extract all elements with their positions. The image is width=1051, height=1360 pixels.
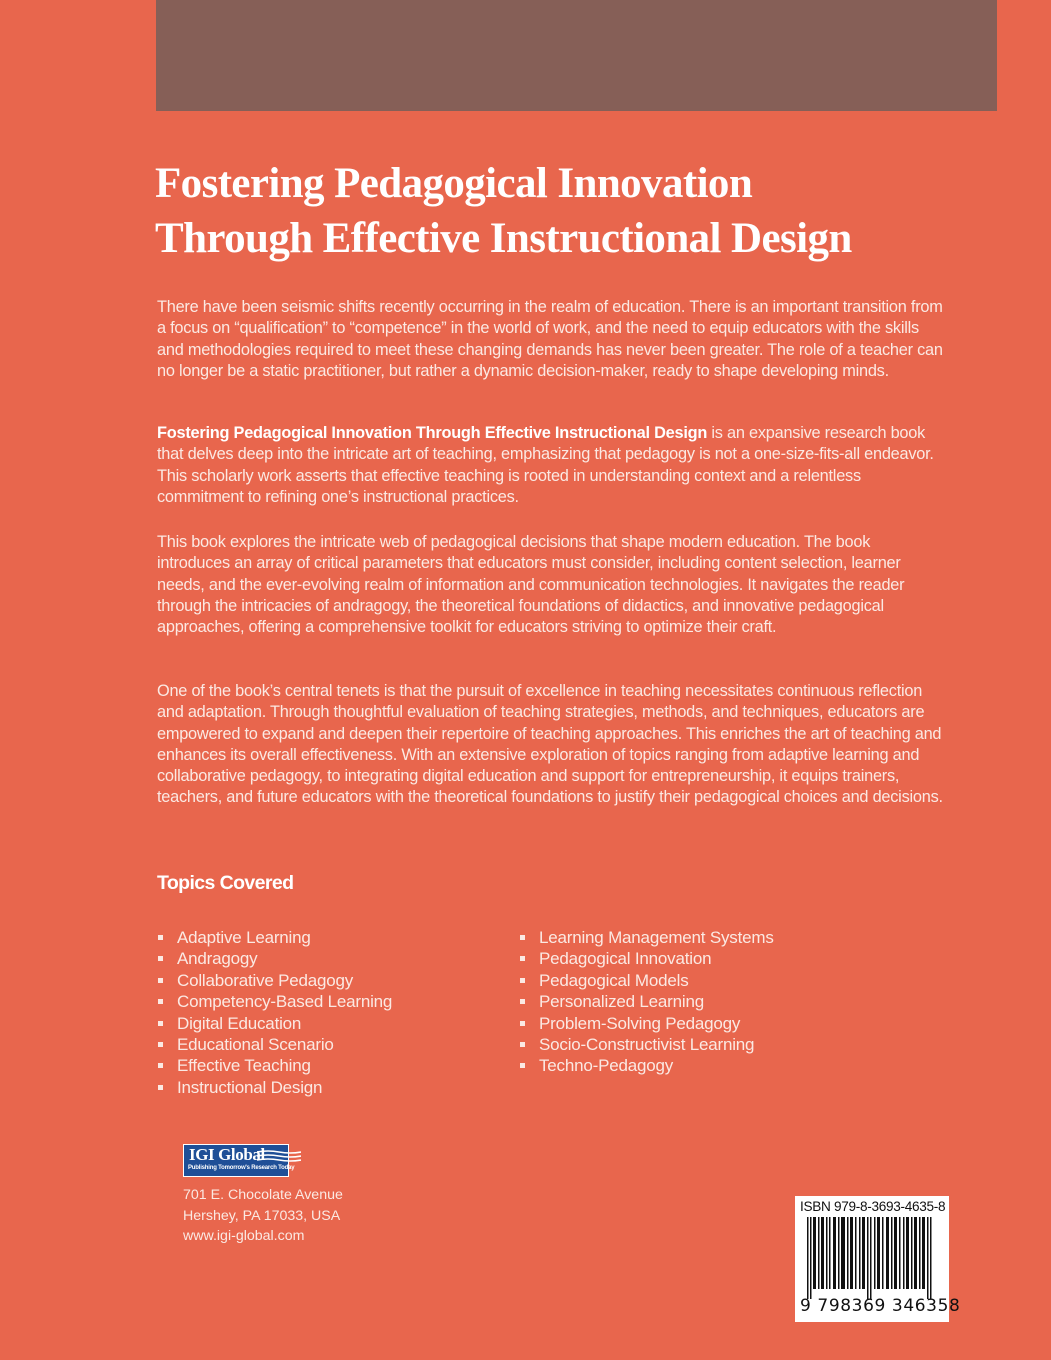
isbn-label: ISBN 979-8-3693-4635-8	[800, 1199, 946, 1214]
topic-item: Personalized Learning	[519, 991, 774, 1012]
square-bullet-icon	[520, 999, 525, 1004]
topic-item: Socio-Constructivist Learning	[519, 1034, 774, 1055]
description-paragraph-2	[157, 422, 945, 507]
topic-item: Instructional Design	[157, 1077, 392, 1098]
topic-item: Pedagogical Models	[519, 970, 774, 991]
topic-item: Adaptive Learning	[157, 927, 392, 948]
square-bullet-icon	[520, 1042, 525, 1047]
square-bullet-icon	[158, 1085, 163, 1090]
topic-item: Andragogy	[157, 948, 392, 969]
address-city: Hershey, PA 17033, USA	[183, 1207, 341, 1224]
topic-item: Problem-Solving Pedagogy	[519, 1013, 774, 1034]
square-bullet-icon	[520, 956, 525, 961]
ean-digits: 9 798369 346358	[800, 1296, 961, 1316]
square-bullet-icon	[158, 956, 163, 961]
topic-item: Pedagogical Innovation	[519, 948, 774, 969]
title-line-1: Fostering Pedagogical Innovation	[155, 160, 753, 207]
publisher-block	[183, 1144, 343, 1244]
topic-item: Effective Teaching	[157, 1055, 392, 1076]
flag-stripes-icon	[257, 1150, 301, 1164]
square-bullet-icon	[158, 999, 163, 1004]
paragraph-2-text: is an expansive research book that delves deep into the intricate art of teaching, emphasizing that pedagogy is not a one-size-fits-all endeavor. This scholarly work asserts that effective teaching is rooted in understanding context and a relentless commitment to refining one’s instructional practices.	[157, 423, 934, 506]
logo-name: IGI Global	[189, 1145, 265, 1164]
top-color-band	[156, 0, 997, 111]
square-bullet-icon	[520, 1021, 525, 1026]
topic-item: Digital Education	[157, 1013, 392, 1034]
description-paragraph-1: There have been seismic shifts recently occurring in the realm of education. There is an important transition from a focus on “qualification” to “competence” in the world of work, and the need to equip educators with the skills and methodologies required to meet these changing demands has never been greater. The role of a teacher can no longer be a static practitioner, but rather a dynamic decision-maker, ready to shape developing minds.	[157, 297, 943, 380]
publisher-address	[183, 1185, 343, 1247]
square-bullet-icon	[158, 1042, 163, 1047]
barcode-icon	[807, 1217, 937, 1299]
topic-item: Learning Management Systems	[519, 927, 774, 948]
square-bullet-icon	[520, 1063, 525, 1068]
description-paragraph-4: One of the book’s central tenets is that the pursuit of excellence in teaching necessitates continuous reflection and adaptation. Through thoughtful evaluation of teaching strategies, methods, and techniques, educators are empowered to expand and deepen their repertoire of teaching approaches. This enriches the art of teaching and enhances its overall effectiveness. With an extensive exploration of topics ranging from adaptive learning and collaborative pedagogy, to integrating digital education and support for entrepreneurship, it equips trainers, teachers, and future educators with the theoretical foundations to justify their pedagogical choices and decisions.	[157, 681, 943, 807]
publisher-website: www.igi-global.com	[183, 1228, 305, 1244]
book-title	[155, 156, 1035, 266]
address-street: 701 E. Chocolate Avenue	[183, 1187, 343, 1203]
square-bullet-icon	[520, 978, 525, 983]
square-bullet-icon	[158, 978, 163, 983]
book-title-inline: Fostering Pedagogical Innovation Through Effective Instructional Design	[157, 423, 708, 442]
square-bullet-icon	[520, 935, 525, 940]
topic-item: Collaborative Pedagogy	[157, 970, 392, 991]
topics-list-left	[157, 927, 392, 1098]
igi-global-logo	[183, 1144, 301, 1178]
topic-item: Educational Scenario	[157, 1034, 392, 1055]
description-paragraph-3: This book explores the intricate web of pedagogical decisions that shape modern education. The book introduces an array of critical parameters that educators must consider, including content selection, learner needs, and the ever-evolving realm of information and communication technologies. It navigates the reader through the intricacies of andragogy, the theoretical foundations of didactics, and innovative pedagogical approaches, offering a comprehensive toolkit for educators striving to optimize their craft.	[157, 532, 905, 637]
isbn-barcode	[795, 1196, 961, 1322]
square-bullet-icon	[158, 935, 163, 940]
logo-tagline: Publishing Tomorrow's Research Today	[188, 1165, 295, 1171]
topic-item: Competency-Based Learning	[157, 991, 392, 1012]
title-line-2: Through Effective Instructional Design	[155, 215, 852, 262]
square-bullet-icon	[158, 1063, 163, 1068]
square-bullet-icon	[158, 1021, 163, 1026]
topics-list-right	[519, 927, 774, 1077]
topics-heading: Topics Covered	[157, 872, 294, 894]
topic-item: Techno-Pedagogy	[519, 1055, 774, 1076]
